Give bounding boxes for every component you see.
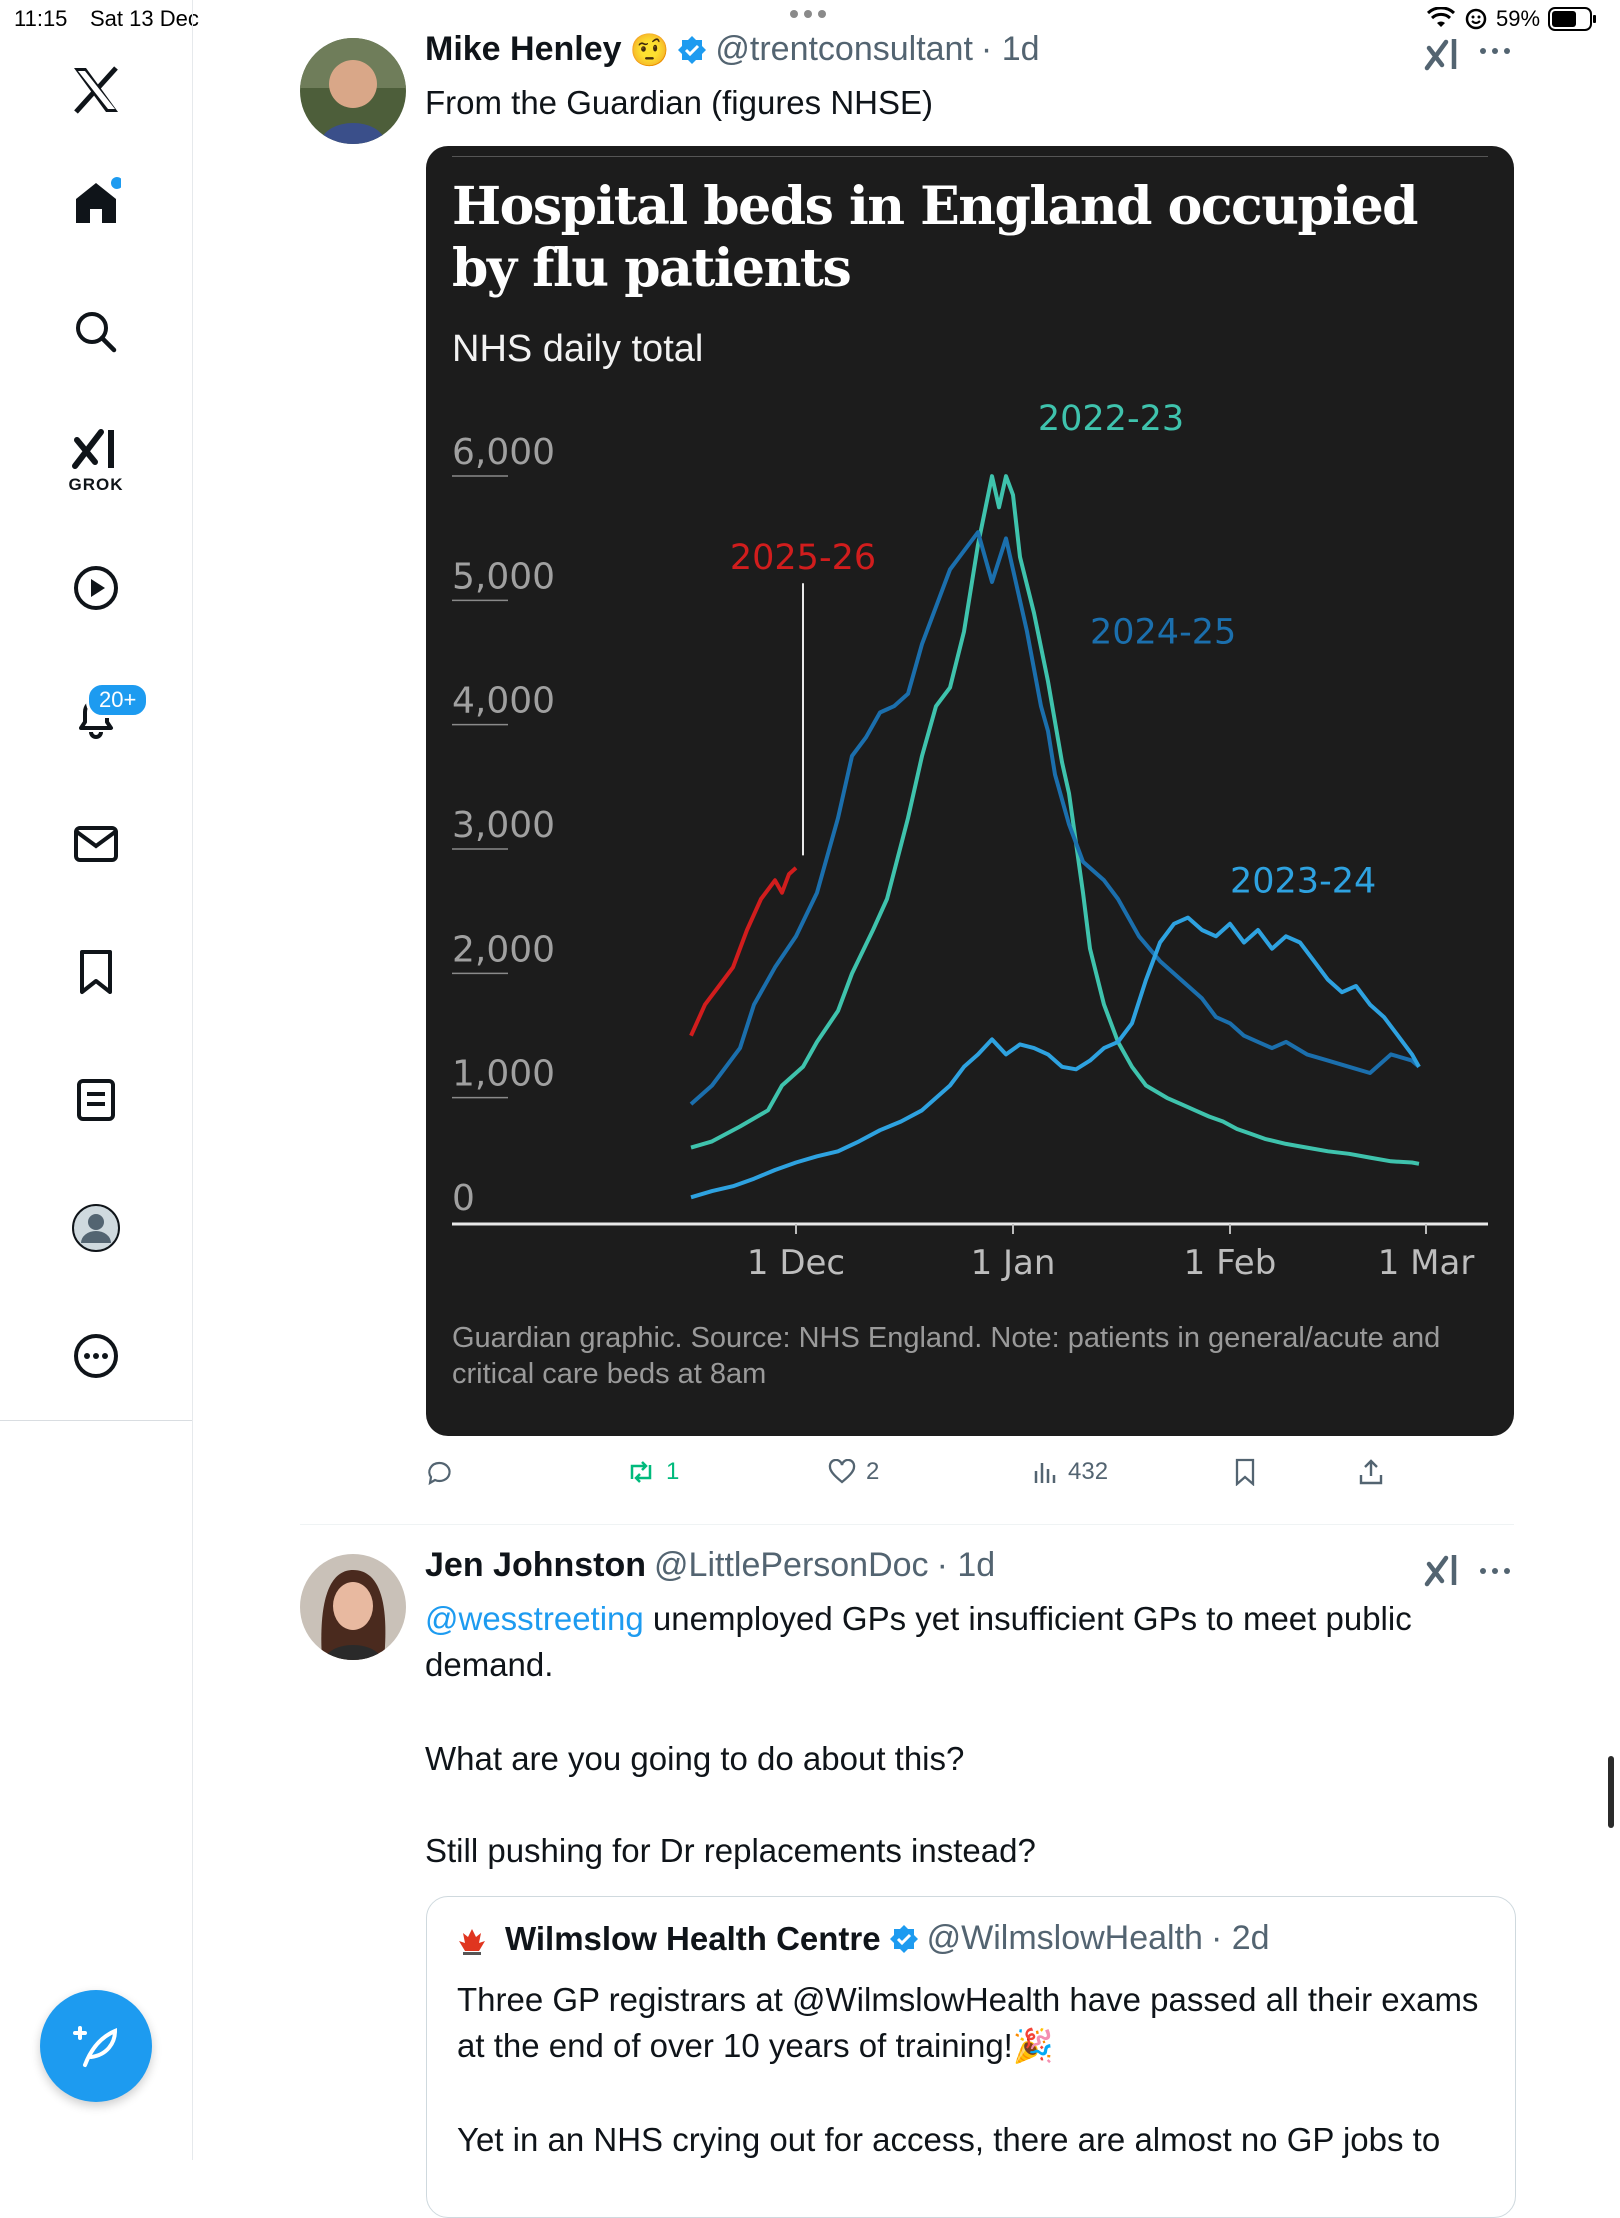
chart-plot: [426, 146, 1514, 1436]
heart-icon: [828, 1459, 856, 1485]
y-tick-label: 6,000: [452, 432, 556, 473]
tweet-text-line: What are you going to do about this?: [425, 1740, 965, 1777]
bookmark-icon: [1234, 1458, 1256, 1486]
series-line-2024-25: [691, 532, 1419, 1104]
reply-button[interactable]: [426, 1460, 452, 1486]
sidebar-divider: [0, 1420, 192, 1421]
x-logo-icon[interactable]: [66, 60, 126, 120]
more-icon[interactable]: [1480, 1568, 1510, 1574]
like-button[interactable]: [828, 1458, 879, 1486]
avatar[interactable]: [300, 38, 406, 144]
tweet-text-line: Still pushing for Dr replacements instead?: [425, 1832, 1036, 1869]
chart-title: Hospital beds in England occupied by flu patients: [452, 176, 1418, 299]
like-count: 2: [866, 1458, 880, 1485]
series-line-2025-26: [691, 868, 796, 1036]
wifi-icon: [1426, 7, 1456, 31]
views-chart-icon: [1032, 1459, 1058, 1485]
grok-explain-icon[interactable]: [1424, 1552, 1460, 1593]
scrollbar[interactable]: [1608, 1756, 1614, 1828]
author-emoji: 🤨: [629, 31, 670, 68]
wilmslow-logo-icon: [457, 1927, 487, 1957]
profile-icon[interactable]: [66, 1198, 126, 1258]
mention-link[interactable]: @wesstreeting: [425, 1600, 644, 1637]
tweet-text: [425, 1596, 1505, 1688]
y-tick-label: 3,000: [452, 805, 556, 846]
verified-badge-icon: [889, 1924, 919, 1954]
multitasking-dots-icon[interactable]: [790, 10, 834, 24]
post-time[interactable]: · 1d: [936, 1546, 996, 1584]
share-button[interactable]: [1358, 1458, 1384, 1486]
tweet-header: [425, 30, 1040, 69]
author-name[interactable]: Mike Henley: [425, 30, 622, 68]
y-tick-label: 5,000: [452, 556, 556, 598]
share-icon: [1358, 1458, 1384, 1486]
grok-nav[interactable]: [60, 426, 132, 495]
video-icon[interactable]: [66, 558, 126, 618]
series-label-2023-24: 2023-24: [1230, 861, 1377, 902]
series-label-2022-23: 2022-23: [1037, 399, 1185, 439]
more-icon[interactable]: [1480, 48, 1510, 54]
repost-button[interactable]: [626, 1458, 679, 1486]
status-time: 11:15: [14, 6, 68, 31]
views-button[interactable]: [1032, 1458, 1108, 1486]
tweet-header: [425, 1546, 995, 1585]
quote-text: Yet in an NHS crying out for access, there are almost no GP jobs to: [457, 2121, 1441, 2158]
quote-header: [505, 1919, 1270, 1958]
articles-icon[interactable]: [66, 1070, 126, 1130]
author-name[interactable]: Jen Johnston: [425, 1546, 647, 1584]
views-count: 432: [1068, 1458, 1109, 1485]
home-icon[interactable]: [66, 172, 126, 232]
author-handle[interactable]: @LittlePersonDoc: [654, 1546, 929, 1584]
x-tick-label: 1 Mar: [1377, 1243, 1475, 1283]
grok-label: GROK: [68, 475, 124, 494]
y-tick-label: 2,000: [452, 929, 556, 971]
quoted-post[interactable]: [426, 1896, 1516, 2218]
tweet-divider: [300, 1524, 1514, 1525]
repost-icon: [626, 1459, 656, 1485]
y-tick-label: 0: [452, 1178, 475, 1219]
series-label-2025-26: 2025-26: [729, 538, 877, 579]
search-icon[interactable]: [66, 302, 126, 362]
author-handle[interactable]: @trentconsultant: [715, 30, 973, 68]
messages-icon[interactable]: [66, 814, 126, 874]
chart-subtitle: NHS daily total: [452, 328, 704, 370]
more-options-icon[interactable]: [66, 1326, 126, 1386]
verified-badge-icon: [677, 35, 707, 65]
repost-count: 1: [666, 1458, 680, 1485]
x-tick-label: 1 Feb: [1183, 1243, 1277, 1283]
compose-feather-icon: [71, 2021, 121, 2071]
y-tick-label: 4,000: [452, 680, 556, 722]
focus-icon: [1464, 7, 1488, 31]
series-label-2024-25: 2024-25: [1090, 612, 1237, 653]
tweet-text-line: unemployed GPs yet insufficient GPs to meet public demand.: [425, 1600, 1412, 1683]
notifications-badge: 20+: [86, 682, 149, 718]
grok-icon: [71, 426, 121, 470]
post-time[interactable]: · 1d: [980, 30, 1040, 68]
grok-explain-icon[interactable]: [1424, 36, 1460, 77]
quote-time: · 2d: [1210, 1919, 1270, 1957]
reply-icon: [426, 1460, 452, 1486]
quote-author-name[interactable]: Wilmslow Health Centre: [505, 1919, 881, 1957]
chart-footnote: Guardian graphic. Source: NHS England. Note: patients in general/acute and critical care beds at 8am: [452, 1322, 1441, 1390]
y-tick-label: 1,000: [452, 1053, 556, 1095]
sidebar: [0, 0, 193, 2160]
avatar[interactable]: [300, 1554, 406, 1660]
quote-author-handle[interactable]: @WilmslowHealth: [926, 1919, 1203, 1957]
x-tick-label: 1 Dec: [746, 1243, 846, 1283]
status-right: [1426, 6, 1598, 32]
chart-image[interactable]: [426, 146, 1514, 1436]
series-line-2023-24: [691, 918, 1419, 1198]
tweet-text: From the Guardian (figures NHSE): [425, 84, 934, 121]
compose-post-button[interactable]: [40, 1990, 152, 2102]
x-tick-label: 1 Jan: [970, 1243, 1056, 1283]
bookmark-button[interactable]: [1234, 1458, 1256, 1486]
bookmarks-icon[interactable]: [66, 942, 126, 1002]
battery-percent: 59%: [1496, 6, 1541, 31]
battery-icon: [1548, 6, 1598, 32]
quote-text: Three GP registrars at @WilmslowHealth have passed all their exams at the end of over 10 years of training!🎉: [457, 1981, 1479, 2064]
status-date: Sat 13 Dec: [90, 6, 199, 31]
